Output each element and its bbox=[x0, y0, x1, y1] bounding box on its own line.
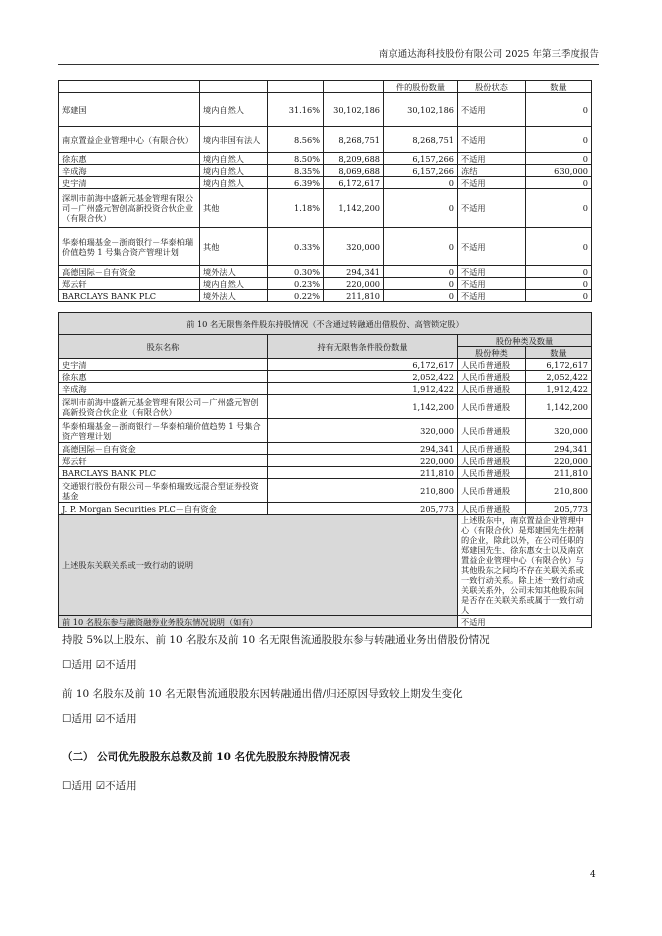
table-row bbox=[59, 290, 592, 302]
table-cell: 不适用 bbox=[458, 266, 526, 278]
table-cell: 1,912,422 bbox=[268, 383, 458, 395]
table-cell: 211,810 bbox=[324, 290, 384, 302]
table1-header-row bbox=[59, 81, 592, 93]
table1-header-cell bbox=[59, 81, 200, 93]
table-cell: 境外法人 bbox=[200, 266, 268, 278]
table-cell: 8.50% bbox=[268, 153, 324, 165]
table-cell: 深圳市前海中盛新元基金管理有限公司－广州盛元智创高新投资合伙企业（有限合伙） bbox=[59, 189, 200, 228]
table-cell: 220,000 bbox=[526, 455, 592, 467]
table-cell: 30,102,186 bbox=[324, 93, 384, 127]
table-cell: 2,052,422 bbox=[268, 371, 458, 383]
table-cell: 境内自然人 bbox=[200, 165, 268, 177]
page-number: 4 bbox=[590, 870, 596, 880]
table-cell: 深圳市前海中盛新元基金管理有限公司－广州盛元智创高新投资合伙企业（有限合伙） bbox=[59, 395, 268, 419]
table-cell: 0 bbox=[526, 278, 592, 290]
table-cell: 0.23% bbox=[268, 278, 324, 290]
table-cell: 不适用 bbox=[458, 127, 526, 153]
table-cell: 320,000 bbox=[526, 419, 592, 443]
table-cell: 211,810 bbox=[526, 467, 592, 479]
table-cell: 0.30% bbox=[268, 266, 324, 278]
relation-label: 上述股东关联关系或一致行动的说明 bbox=[59, 515, 458, 616]
table1-header-cell bbox=[268, 81, 324, 93]
table-row bbox=[59, 165, 592, 177]
table-cell: 其他 bbox=[200, 189, 268, 228]
table-cell: 境内自然人 bbox=[200, 177, 268, 189]
table-cell: 境外法人 bbox=[200, 290, 268, 302]
table-cell: 郑云轩 bbox=[59, 455, 268, 467]
table-cell: 0 bbox=[526, 177, 592, 189]
table-row bbox=[59, 278, 592, 290]
col-header-type: 股份种类 bbox=[458, 347, 526, 359]
table-cell: 0 bbox=[526, 153, 592, 165]
table-cell: 30,102,186 bbox=[384, 93, 458, 127]
table-cell: 0 bbox=[384, 189, 458, 228]
page-header: 南京通达海科技股份有限公司 2025 年第三季度报告 bbox=[58, 46, 599, 65]
table1-header-cell: 件的股份数量 bbox=[384, 81, 458, 93]
table-cell: 0 bbox=[526, 189, 592, 228]
table-cell: 人民币普通股 bbox=[458, 395, 526, 419]
table-cell: 0 bbox=[526, 290, 592, 302]
table-cell: 1,142,200 bbox=[268, 395, 458, 419]
table-cell: 8,069,688 bbox=[324, 165, 384, 177]
table-cell: 人民币普通股 bbox=[458, 383, 526, 395]
lending-change-checkbox[interactable]: ☐适用 ☑不适用 bbox=[62, 713, 137, 725]
lending-paragraph: 持股 5%以上股东、前 10 名股东及前 10 名无限售流通股股东参与转融通业务出借股份情况 bbox=[62, 634, 490, 646]
table-cell: 8,209,688 bbox=[324, 153, 384, 165]
table-cell: 320,000 bbox=[324, 228, 384, 266]
table-cell: 徐东惠 bbox=[59, 371, 268, 383]
table-cell: 31.16% bbox=[268, 93, 324, 127]
table-cell: BARCLAYS BANK PLC bbox=[59, 467, 268, 479]
preferred-shares-heading: （二） 公司优先股股东总数及前 10 名优先股股东持股情况表 bbox=[62, 751, 351, 763]
table-row bbox=[59, 266, 592, 278]
table-row bbox=[59, 503, 592, 515]
table-cell: 人民币普通股 bbox=[458, 479, 526, 503]
table-cell: 境内自然人 bbox=[200, 278, 268, 290]
table-cell: 6,172,617 bbox=[268, 359, 458, 371]
table-row bbox=[59, 419, 592, 443]
table-cell: 史宇清 bbox=[59, 359, 268, 371]
table-cell: J. P. Morgan Securities PLC－自有资金 bbox=[59, 503, 268, 515]
table-cell: 华泰柏瑞基金－浙商银行－华泰柏瑞价值趋势 1 号集合资产管理计划 bbox=[59, 228, 200, 266]
table-cell: 境内自然人 bbox=[200, 153, 268, 165]
table-row bbox=[59, 153, 592, 165]
table-cell: 6,157,266 bbox=[384, 153, 458, 165]
table-cell: 人民币普通股 bbox=[458, 443, 526, 455]
table-cell: 294,341 bbox=[324, 266, 384, 278]
table-cell: 高德国际－自有资金 bbox=[59, 266, 200, 278]
table-row bbox=[59, 443, 592, 455]
table-cell: 人民币普通股 bbox=[458, 359, 526, 371]
col-header-name: 股东名称 bbox=[59, 335, 268, 359]
table-cell: 8,268,751 bbox=[324, 127, 384, 153]
table-cell: 6,172,617 bbox=[324, 177, 384, 189]
table-cell: 不适用 bbox=[458, 228, 526, 266]
table-cell: 6,172,617 bbox=[526, 359, 592, 371]
table-cell: 郑云轩 bbox=[59, 278, 200, 290]
table-cell: 630,000 bbox=[526, 165, 592, 177]
table-cell: 交通银行股份有限公司－华泰柏瑞致远混合型证券投资基金 bbox=[59, 479, 268, 503]
lending-change-paragraph: 前 10 名股东及前 10 名无限售流通股股东因转融通出借/归还原因导致较上期发生变化 bbox=[62, 688, 463, 700]
top10-shareholders-table bbox=[58, 80, 592, 302]
table-cell: 1,142,200 bbox=[324, 189, 384, 228]
table-row bbox=[59, 371, 592, 383]
table-row bbox=[59, 467, 592, 479]
table-cell: 294,341 bbox=[268, 443, 458, 455]
table-cell: 境内非国有法人 bbox=[200, 127, 268, 153]
table-cell: 1,142,200 bbox=[526, 395, 592, 419]
table-cell: 不适用 bbox=[458, 278, 526, 290]
lending-checkbox[interactable]: ☐适用 ☑不适用 bbox=[62, 659, 137, 671]
table-cell: 210,800 bbox=[526, 479, 592, 503]
table-cell: 0 bbox=[526, 266, 592, 278]
table-cell: 0 bbox=[384, 228, 458, 266]
table-cell: 0 bbox=[384, 278, 458, 290]
table-cell: 人民币普通股 bbox=[458, 371, 526, 383]
table-cell: 0.33% bbox=[268, 228, 324, 266]
relation-text: 上述股东中，南京置益企业管理中心（有限合伙）是郑建国先生控制的企业，除此以外，在公司任职的郑建国先生、徐东惠女士以及南京置益企业管理中心（有限合伙）与其他股东之间均不存在关联关系或一致行动关系。除上述一致行动或关联关系外，公司未知其他股东间是否存在关联关系或属于一致行动人 bbox=[458, 515, 592, 616]
table-cell: 0 bbox=[384, 290, 458, 302]
table1-header-cell: 数量 bbox=[526, 81, 592, 93]
table-row bbox=[59, 383, 592, 395]
table-row bbox=[59, 479, 592, 503]
table-cell: 6.39% bbox=[268, 177, 324, 189]
table-cell: 0 bbox=[526, 127, 592, 153]
margin-value: 不适用 bbox=[458, 616, 592, 628]
table-row bbox=[59, 359, 592, 371]
table-row bbox=[59, 455, 592, 467]
table-cell: 220,000 bbox=[268, 455, 458, 467]
table-cell: 0 bbox=[384, 177, 458, 189]
table-cell: 人民币普通股 bbox=[458, 467, 526, 479]
table-cell: 0 bbox=[384, 266, 458, 278]
col-header-qty: 持有无限售条件股份数量 bbox=[268, 335, 458, 359]
table-cell: 8.35% bbox=[268, 165, 324, 177]
table-cell: 205,773 bbox=[268, 503, 458, 515]
table-cell: 220,000 bbox=[324, 278, 384, 290]
table-cell: 294,341 bbox=[526, 443, 592, 455]
table-cell: 徐东惠 bbox=[59, 153, 200, 165]
table-cell: 其他 bbox=[200, 228, 268, 266]
table-row bbox=[59, 189, 592, 228]
table-cell: 境内自然人 bbox=[200, 93, 268, 127]
table-cell: 不适用 bbox=[458, 93, 526, 127]
table-cell: 205,773 bbox=[526, 503, 592, 515]
table2-title: 前 10 名无限售条件股东持股情况（不含通过转融通出借股份、高管锁定股） bbox=[59, 313, 592, 335]
col-header-type-group: 股份种类及数量 bbox=[458, 335, 592, 347]
table-cell: 211,810 bbox=[268, 467, 458, 479]
table-cell: 人民币普通股 bbox=[458, 503, 526, 515]
table1-header-cell bbox=[324, 81, 384, 93]
table-cell: 冻结 bbox=[458, 165, 526, 177]
col-header-num: 数量 bbox=[526, 347, 592, 359]
table-row bbox=[59, 228, 592, 266]
table-cell: 史宇清 bbox=[59, 177, 200, 189]
table-cell: 不适用 bbox=[458, 290, 526, 302]
table-cell: 8,268,751 bbox=[384, 127, 458, 153]
table-cell: BARCLAYS BANK PLC bbox=[59, 290, 200, 302]
table-cell: 0 bbox=[526, 228, 592, 266]
table-cell: 0 bbox=[526, 93, 592, 127]
table-row bbox=[59, 177, 592, 189]
top10-unrestricted-shareholders-table bbox=[58, 312, 592, 628]
table-cell: 0.22% bbox=[268, 290, 324, 302]
table-cell: 华泰柏瑞基金－浙商银行－华泰柏瑞价值趋势 1 号集合资产管理计划 bbox=[59, 419, 268, 443]
table-cell: 辛成海 bbox=[59, 165, 200, 177]
margin-label: 前 10 名股东参与融资融券业务股东情况说明（如有） bbox=[59, 616, 458, 628]
table-cell: 辛成海 bbox=[59, 383, 268, 395]
preferred-shares-checkbox[interactable]: ☐适用 ☑不适用 bbox=[62, 780, 137, 792]
table1-header-cell bbox=[200, 81, 268, 93]
table-cell: 2,052,422 bbox=[526, 371, 592, 383]
table-cell: 210,800 bbox=[268, 479, 458, 503]
table-cell: 8.56% bbox=[268, 127, 324, 153]
table-cell: 320,000 bbox=[268, 419, 458, 443]
table-cell: 不适用 bbox=[458, 189, 526, 228]
table-cell: 郑建国 bbox=[59, 93, 200, 127]
table-cell: 1.18% bbox=[268, 189, 324, 228]
table-cell: 高德国际－自有资金 bbox=[59, 443, 268, 455]
table1-header-cell: 股份状态 bbox=[458, 81, 526, 93]
table-cell: 人民币普通股 bbox=[458, 419, 526, 443]
table-cell: 不适用 bbox=[458, 153, 526, 165]
table-row bbox=[59, 127, 592, 153]
table-cell: 6,157,266 bbox=[384, 165, 458, 177]
table-cell: 不适用 bbox=[458, 177, 526, 189]
table-row bbox=[59, 93, 592, 127]
table-cell: 人民币普通股 bbox=[458, 455, 526, 467]
table-cell: 1,912,422 bbox=[526, 383, 592, 395]
table-cell: 南京置益企业管理中心（有限合伙） bbox=[59, 127, 200, 153]
table-row bbox=[59, 395, 592, 419]
